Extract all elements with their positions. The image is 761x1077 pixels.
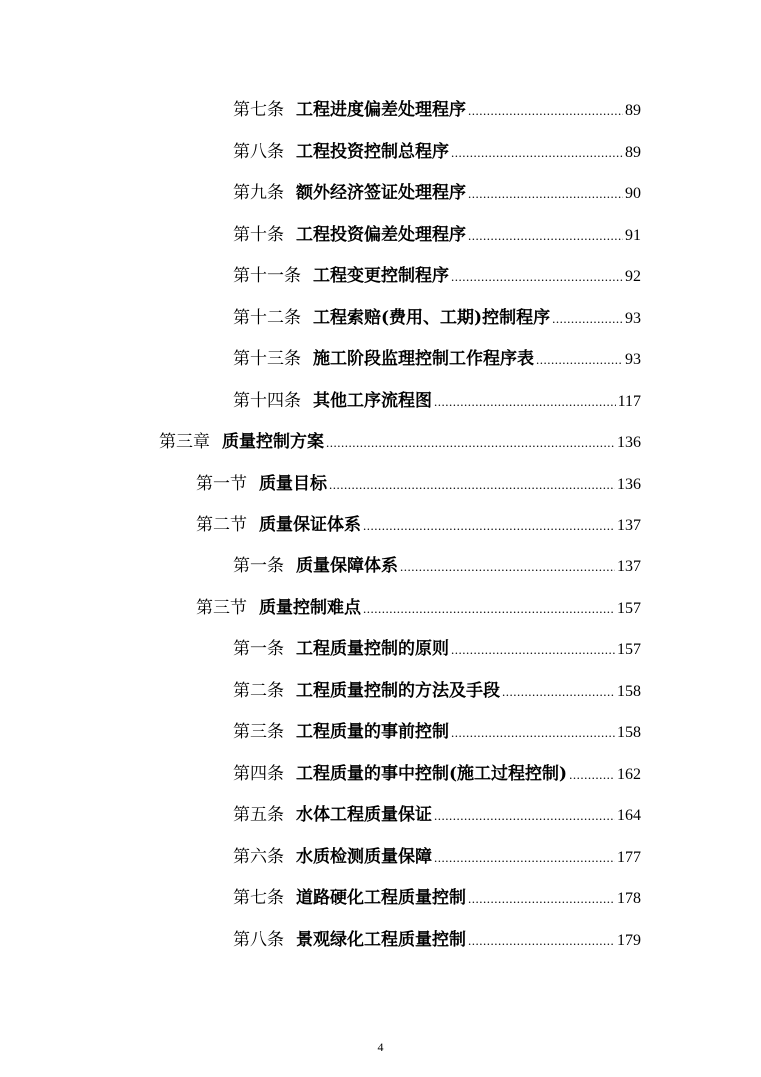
toc-entry-title: 工程索赔(费用、工期)控制程序 bbox=[313, 308, 551, 328]
toc-entry[interactable] bbox=[233, 926, 641, 954]
toc-leader-dots bbox=[468, 885, 615, 913]
toc-entry-title: 工程质量控制的原则 bbox=[296, 639, 449, 659]
toc-section-entry[interactable] bbox=[196, 470, 641, 498]
toc-leader-dots bbox=[451, 263, 623, 291]
toc-entry[interactable] bbox=[233, 843, 641, 871]
toc-entry-number: 第十条 bbox=[233, 225, 284, 245]
toc-entry-page: 137 bbox=[617, 558, 641, 575]
toc-entry-number: 第一条 bbox=[233, 556, 284, 576]
toc-entry-number: 第三条 bbox=[233, 722, 284, 742]
toc-entry-page: 137 bbox=[617, 517, 641, 534]
toc-entry-number: 第八条 bbox=[233, 930, 284, 950]
toc-entry-page: 89 bbox=[625, 144, 641, 161]
toc-entry-title: 其他工序流程图 bbox=[313, 391, 432, 411]
toc-entry[interactable] bbox=[233, 345, 641, 373]
toc-leader-dots bbox=[502, 678, 615, 706]
toc-entry[interactable] bbox=[233, 552, 641, 580]
toc-entry-page: 117 bbox=[617, 393, 641, 410]
toc-entry-number: 第二条 bbox=[233, 681, 284, 701]
toc-leader-dots bbox=[468, 927, 615, 955]
toc-entry-title: 额外经济签证处理程序 bbox=[296, 183, 466, 203]
toc-leader-dots bbox=[434, 388, 616, 416]
toc-entry-number: 第七条 bbox=[233, 888, 284, 908]
toc-leader-dots bbox=[434, 802, 615, 830]
toc-entry[interactable] bbox=[233, 304, 641, 332]
toc-entry-number: 第十三条 bbox=[233, 349, 301, 369]
toc-entry[interactable] bbox=[233, 677, 641, 705]
toc-entry-number: 第十二条 bbox=[233, 308, 301, 328]
toc-entry[interactable] bbox=[233, 138, 641, 166]
toc-entry-number: 第二节 bbox=[196, 515, 247, 535]
toc-entry-title: 质量控制方案 bbox=[222, 432, 324, 452]
toc-entry-title: 质量保证体系 bbox=[259, 515, 361, 535]
toc-entry[interactable] bbox=[233, 179, 641, 207]
toc-leader-dots bbox=[400, 553, 615, 581]
toc-section-entry[interactable] bbox=[196, 594, 641, 622]
toc-entry-page: 91 bbox=[625, 227, 641, 244]
toc-entry-page: 93 bbox=[625, 351, 641, 368]
toc-entry-number: 第一节 bbox=[196, 474, 247, 494]
toc-entry-page: 177 bbox=[617, 849, 641, 866]
toc-entry-title: 工程质量的事前控制 bbox=[296, 722, 449, 742]
toc-entry-number: 第一条 bbox=[233, 639, 284, 659]
toc-entry[interactable] bbox=[233, 884, 641, 912]
toc-leader-dots bbox=[569, 761, 615, 789]
toc-entry[interactable] bbox=[233, 801, 641, 829]
toc-leader-dots bbox=[451, 139, 623, 167]
toc-section-entry[interactable] bbox=[196, 511, 641, 539]
toc-entry-page: 136 bbox=[617, 434, 641, 451]
toc-entry-page: 158 bbox=[617, 724, 641, 741]
toc-entry-page: 162 bbox=[617, 766, 641, 783]
toc-entry[interactable] bbox=[233, 387, 641, 415]
toc-entry-number: 第八条 bbox=[233, 142, 284, 162]
toc-entry-title: 工程变更控制程序 bbox=[313, 266, 449, 286]
toc-leader-dots bbox=[363, 595, 615, 623]
toc-entry-page: 90 bbox=[625, 185, 641, 202]
page-number: 4 bbox=[377, 1040, 384, 1054]
toc-entry-title: 水质检测质量保障 bbox=[296, 847, 432, 867]
toc-entry[interactable] bbox=[233, 718, 641, 746]
toc-leader-dots bbox=[363, 512, 615, 540]
toc-entry-page: 164 bbox=[617, 807, 641, 824]
toc-chapter-entry[interactable] bbox=[159, 428, 641, 456]
toc-entry-title: 工程质量的事中控制(施工过程控制) bbox=[296, 764, 568, 784]
toc-entry[interactable] bbox=[233, 760, 641, 788]
toc-entry-number: 第九条 bbox=[233, 183, 284, 203]
toc-entry-number: 第七条 bbox=[233, 100, 284, 120]
toc-entry-page: 89 bbox=[625, 102, 641, 119]
toc-entry[interactable] bbox=[233, 262, 641, 290]
toc-entry-title: 工程投资控制总程序 bbox=[296, 142, 449, 162]
toc-entry-page: 92 bbox=[625, 268, 641, 285]
toc-entry-page: 136 bbox=[617, 476, 641, 493]
toc-entry-title: 工程进度偏差处理程序 bbox=[296, 100, 466, 120]
toc-entry-page: 158 bbox=[617, 683, 641, 700]
toc-entry[interactable] bbox=[233, 96, 641, 124]
toc-leader-dots bbox=[329, 471, 615, 499]
toc-leader-dots bbox=[536, 346, 623, 374]
toc-entry-page: 93 bbox=[625, 310, 641, 327]
toc-entry-page: 157 bbox=[617, 600, 641, 617]
toc-entry-number: 第十四条 bbox=[233, 391, 301, 411]
toc-entry-number: 第六条 bbox=[233, 847, 284, 867]
toc-leader-dots bbox=[451, 719, 615, 747]
toc-entry-page: 179 bbox=[617, 932, 641, 949]
toc-entry-number: 第十一条 bbox=[233, 266, 301, 286]
toc-entry[interactable] bbox=[233, 221, 641, 249]
toc-leader-dots bbox=[468, 222, 623, 250]
toc-entry-title: 道路硬化工程质量控制 bbox=[296, 888, 466, 908]
toc-entry-title: 质量控制难点 bbox=[259, 598, 361, 618]
toc-leader-dots bbox=[468, 180, 623, 208]
toc-entry-title: 工程质量控制的方法及手段 bbox=[296, 681, 500, 701]
toc-entry-title: 景观绿化工程质量控制 bbox=[296, 930, 466, 950]
toc-entry-title: 水体工程质量保证 bbox=[296, 805, 432, 825]
toc-entry-number: 第三节 bbox=[196, 598, 247, 618]
toc-entry-title: 工程投资偏差处理程序 bbox=[296, 225, 466, 245]
toc-entry-number: 第五条 bbox=[233, 805, 284, 825]
toc-entry-page: 178 bbox=[617, 890, 641, 907]
toc-entry-page: 157 bbox=[617, 641, 641, 658]
toc-leader-dots bbox=[326, 429, 615, 457]
toc-entry-title: 质量保障体系 bbox=[296, 556, 398, 576]
toc-entry[interactable] bbox=[233, 635, 641, 663]
toc-leader-dots bbox=[552, 305, 623, 333]
toc-entry-title: 施工阶段监理控制工作程序表 bbox=[313, 349, 534, 369]
toc-entry-number: 第三章 bbox=[159, 432, 210, 452]
toc-leader-dots bbox=[451, 636, 615, 664]
toc-leader-dots bbox=[468, 97, 623, 125]
toc-entry-number: 第四条 bbox=[233, 764, 284, 784]
toc-entry-title: 质量目标 bbox=[259, 474, 327, 494]
toc-leader-dots bbox=[434, 844, 615, 872]
